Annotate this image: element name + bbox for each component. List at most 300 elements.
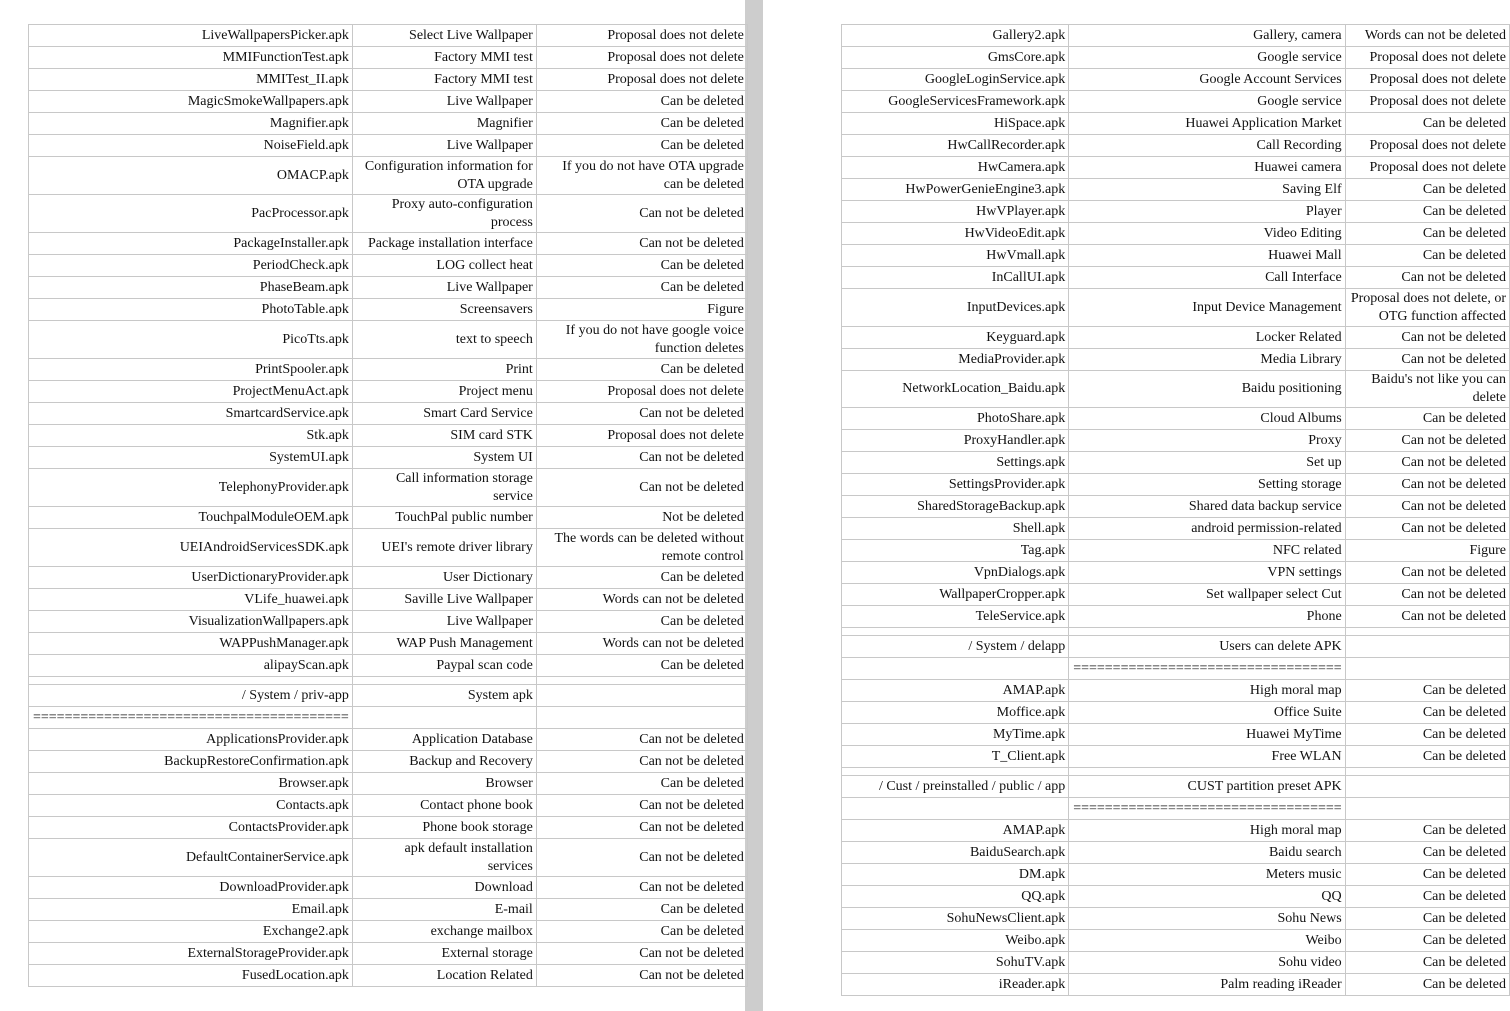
table-row [29, 403, 748, 425]
table-row [29, 157, 748, 195]
apk-table-left-body [29, 25, 748, 987]
apk-name-cell: QQ.apk [842, 886, 1069, 908]
deletion-note-cell: Can not be deleted [1345, 496, 1509, 518]
apk-name-cell: SmartcardService.apk [29, 403, 353, 425]
apk-name-cell: SohuNewsClient.apk [842, 908, 1069, 930]
description-cell: UEI's remote driver library [352, 529, 536, 567]
apk-name-cell: BackupRestoreConfirmation.apk [29, 751, 353, 773]
description-cell: Gallery, camera [1069, 25, 1345, 47]
description-cell: Paypal scan code [352, 655, 536, 677]
apk-name-cell: HwVmall.apk [842, 245, 1069, 267]
deletion-note-cell: Can be deleted [1345, 408, 1509, 430]
apk-name-cell: InCallUI.apk [842, 267, 1069, 289]
deletion-note-cell: Can not be deleted [1345, 349, 1509, 371]
table-row [29, 233, 748, 255]
table-row [842, 223, 1510, 245]
description-cell: Magnifier [352, 113, 536, 135]
apk-name-cell: ExternalStorageProvider.apk [29, 943, 353, 965]
separator-row [29, 707, 748, 729]
deletion-note-cell: Baidu's not like you can delete [1345, 371, 1509, 408]
table-row [29, 567, 748, 589]
apk-name-cell: Tag.apk [842, 540, 1069, 562]
apk-name-cell: Moffice.apk [842, 702, 1069, 724]
apk-name-cell: iReader.apk [842, 974, 1069, 996]
deletion-note-cell: Can be deleted [536, 899, 747, 921]
table-row [842, 201, 1510, 223]
description-cell: SIM card STK [352, 425, 536, 447]
apk-name-cell: alipayScan.apk [29, 655, 353, 677]
deletion-note-cell: Proposal does not delete [1345, 91, 1509, 113]
deletion-note-cell [1345, 776, 1509, 798]
deletion-note-cell: Can be deleted [1345, 930, 1509, 952]
apk-name-cell: HiSpace.apk [842, 113, 1069, 135]
description-cell: Backup and Recovery [352, 751, 536, 773]
apk-name-cell: / System / priv-app [29, 685, 353, 707]
spacer-row [29, 677, 748, 685]
table-row [842, 157, 1510, 179]
table-row [29, 135, 748, 157]
apk-table-right-body [842, 25, 1510, 996]
table-row [842, 47, 1510, 69]
apk-name-cell: DefaultContainerService.apk [29, 839, 353, 877]
table-row [29, 655, 748, 677]
apk-name-cell: ApplicationsProvider.apk [29, 729, 353, 751]
apk-name-cell: Settings.apk [842, 452, 1069, 474]
deletion-note-cell: Proposal does not delete [536, 25, 747, 47]
table-row [29, 899, 748, 921]
deletion-note-cell: Can be deleted [1345, 245, 1509, 267]
deletion-note-cell [1345, 798, 1509, 820]
description-cell: Google service [1069, 47, 1345, 69]
deletion-note-cell: Can not be deleted [1345, 267, 1509, 289]
apk-name-cell: MediaProvider.apk [842, 349, 1069, 371]
deletion-note-cell: Can be deleted [1345, 179, 1509, 201]
deletion-note-cell: Words can not be deleted [536, 633, 747, 655]
description-cell: Application Database [352, 729, 536, 751]
deletion-note-cell: Can be deleted [536, 773, 747, 795]
apk-name-cell: MMITest_II.apk [29, 69, 353, 91]
deletion-note-cell: Can not be deleted [536, 233, 747, 255]
table-row [29, 839, 748, 877]
table-row [29, 633, 748, 655]
table-row [29, 277, 748, 299]
apk-name-cell: ======================================== [29, 707, 353, 729]
separator-row [842, 658, 1510, 680]
description-cell: Video Editing [1069, 223, 1345, 245]
description-cell: Baidu search [1069, 842, 1345, 864]
description-cell: Download [352, 877, 536, 899]
description-cell: Huawei MyTime [1069, 724, 1345, 746]
apk-name-cell: Keyguard.apk [842, 327, 1069, 349]
apk-name-cell: GoogleServicesFramework.apk [842, 91, 1069, 113]
apk-name-cell: MagicSmokeWallpapers.apk [29, 91, 353, 113]
table-row [29, 611, 748, 633]
apk-name-cell: BaiduSearch.apk [842, 842, 1069, 864]
apk-name-cell: FusedLocation.apk [29, 965, 353, 987]
description-cell: Package installation interface [352, 233, 536, 255]
description-cell: Shared data backup service [1069, 496, 1345, 518]
table-row [842, 724, 1510, 746]
description-cell: Contact phone book [352, 795, 536, 817]
apk-name-cell: Browser.apk [29, 773, 353, 795]
table-row [842, 25, 1510, 47]
description-cell: Phone [1069, 606, 1345, 628]
description-cell [352, 707, 536, 729]
deletion-note-cell: Can not be deleted [536, 195, 747, 233]
apk-name-cell: SohuTV.apk [842, 952, 1069, 974]
apk-name-cell: HwCamera.apk [842, 157, 1069, 179]
deletion-note-cell: Words can not be deleted [1345, 25, 1509, 47]
description-cell: Meters music [1069, 864, 1345, 886]
apk-name-cell: TelephonyProvider.apk [29, 469, 353, 507]
separator-row [842, 798, 1510, 820]
spacer-cell [1345, 768, 1509, 776]
description-cell: Location Related [352, 965, 536, 987]
description-cell: Proxy [1069, 430, 1345, 452]
table-row [29, 773, 748, 795]
table-row [29, 321, 748, 359]
apk-name-cell: PhotoShare.apk [842, 408, 1069, 430]
apk-name-cell: / Cust / preinstalled / public / app [842, 776, 1069, 798]
table-row [29, 91, 748, 113]
apk-name-cell: PicoTts.apk [29, 321, 353, 359]
apk-name-cell: VLife_huawei.apk [29, 589, 353, 611]
table-row [842, 474, 1510, 496]
table-row [29, 589, 748, 611]
apk-name-cell: PeriodCheck.apk [29, 255, 353, 277]
description-cell: Saving Elf [1069, 179, 1345, 201]
description-cell: Huawei camera [1069, 157, 1345, 179]
deletion-note-cell: Proposal does not delete [536, 381, 747, 403]
description-cell: Google service [1069, 91, 1345, 113]
description-cell: WAP Push Management [352, 633, 536, 655]
deletion-note-cell: Can not be deleted [536, 817, 747, 839]
document-page-left [28, 24, 748, 987]
deletion-note-cell: Can be deleted [536, 611, 747, 633]
deletion-note-cell: Can be deleted [1345, 724, 1509, 746]
table-row [842, 91, 1510, 113]
description-cell: Player [1069, 201, 1345, 223]
apk-name-cell: SystemUI.apk [29, 447, 353, 469]
description-cell: NFC related [1069, 540, 1345, 562]
apk-name-cell: UEIAndroidServicesSDK.apk [29, 529, 353, 567]
description-cell: Setting storage [1069, 474, 1345, 496]
spacer-cell [842, 628, 1069, 636]
description-cell: VPN settings [1069, 562, 1345, 584]
description-cell: Select Live Wallpaper [352, 25, 536, 47]
description-cell: Configuration information for OTA upgrade [352, 157, 536, 195]
apk-table-left [28, 24, 748, 987]
deletion-note-cell: Can be deleted [1345, 952, 1509, 974]
apk-name-cell: Magnifier.apk [29, 113, 353, 135]
apk-name-cell: HwCallRecorder.apk [842, 135, 1069, 157]
apk-name-cell: LiveWallpapersPicker.apk [29, 25, 353, 47]
description-cell: Sohu News [1069, 908, 1345, 930]
apk-name-cell: Email.apk [29, 899, 353, 921]
table-row [842, 135, 1510, 157]
table-row [29, 965, 748, 987]
description-cell: Huawei Mall [1069, 245, 1345, 267]
description-cell: System UI [352, 447, 536, 469]
apk-name-cell: T_Client.apk [842, 746, 1069, 768]
deletion-note-cell: Figure [536, 299, 747, 321]
deletion-note-cell: If you do not have google voice function deletes [536, 321, 747, 359]
description-cell: Live Wallpaper [352, 611, 536, 633]
apk-name-cell: HwPowerGenieEngine3.apk [842, 179, 1069, 201]
spacer-cell [1069, 768, 1345, 776]
apk-name-cell: VpnDialogs.apk [842, 562, 1069, 584]
apk-name-cell: PhotoTable.apk [29, 299, 353, 321]
deletion-note-cell [1345, 658, 1509, 680]
table-row [29, 751, 748, 773]
apk-name-cell: PrintSpooler.apk [29, 359, 353, 381]
description-cell: Palm reading iReader [1069, 974, 1345, 996]
description-cell: Call information storage service [352, 469, 536, 507]
deletion-note-cell: Can not be deleted [1345, 562, 1509, 584]
apk-name-cell: DownloadProvider.apk [29, 877, 353, 899]
description-cell: Input Device Management [1069, 289, 1345, 327]
table-row [842, 540, 1510, 562]
table-row [842, 636, 1510, 658]
deletion-note-cell: If you do not have OTA upgrade can be deleted [536, 157, 747, 195]
deletion-note-cell [1345, 636, 1509, 658]
description-cell: exchange mailbox [352, 921, 536, 943]
apk-name-cell: DM.apk [842, 864, 1069, 886]
table-row [29, 425, 748, 447]
description-cell: Project menu [352, 381, 536, 403]
description-cell: Cloud Albums [1069, 408, 1345, 430]
description-cell: High moral map [1069, 820, 1345, 842]
deletion-note-cell: Can be deleted [536, 113, 747, 135]
table-row [842, 776, 1510, 798]
table-row [29, 381, 748, 403]
apk-name-cell: UserDictionaryProvider.apk [29, 567, 353, 589]
deletion-note-cell: Can be deleted [1345, 864, 1509, 886]
apk-name-cell: Gallery2.apk [842, 25, 1069, 47]
apk-name-cell: Weibo.apk [842, 930, 1069, 952]
table-row [29, 729, 748, 751]
deletion-note-cell: Can not be deleted [1345, 584, 1509, 606]
apk-name-cell: NoiseField.apk [29, 135, 353, 157]
description-cell: CUST partition preset APK [1069, 776, 1345, 798]
deletion-note-cell: Can be deleted [536, 921, 747, 943]
apk-name-cell: AMAP.apk [842, 680, 1069, 702]
deletion-note-cell: Can be deleted [1345, 201, 1509, 223]
spacer-cell [1345, 628, 1509, 636]
apk-name-cell: PackageInstaller.apk [29, 233, 353, 255]
table-row [842, 820, 1510, 842]
table-row [842, 430, 1510, 452]
table-row [29, 47, 748, 69]
deletion-note-cell: Can be deleted [1345, 702, 1509, 724]
table-row [842, 245, 1510, 267]
description-cell: Live Wallpaper [352, 135, 536, 157]
table-row [842, 496, 1510, 518]
apk-name-cell: ProjectMenuAct.apk [29, 381, 353, 403]
deletion-note-cell: Can not be deleted [536, 839, 747, 877]
table-row [842, 113, 1510, 135]
spacer-cell [842, 768, 1069, 776]
table-row [842, 702, 1510, 724]
deletion-note-cell: Can be deleted [536, 135, 747, 157]
table-row [29, 685, 748, 707]
table-row [842, 518, 1510, 540]
apk-name-cell: Contacts.apk [29, 795, 353, 817]
deletion-note-cell: The words can be deleted without remote control [536, 529, 747, 567]
description-cell: Browser [352, 773, 536, 795]
description-cell: Phone book storage [352, 817, 536, 839]
apk-name-cell: WAPPushManager.apk [29, 633, 353, 655]
table-row [29, 921, 748, 943]
description-cell: QQ [1069, 886, 1345, 908]
deletion-note-cell: Proposal does not delete [536, 425, 747, 447]
apk-name-cell: GmsCore.apk [842, 47, 1069, 69]
deletion-note-cell: Proposal does not delete [1345, 47, 1509, 69]
deletion-note-cell: Can be deleted [1345, 113, 1509, 135]
deletion-note-cell: Proposal does not delete [536, 47, 747, 69]
description-cell: Weibo [1069, 930, 1345, 952]
deletion-note-cell: Not be deleted [536, 507, 747, 529]
table-row [842, 952, 1510, 974]
table-row [29, 507, 748, 529]
deletion-note-cell: Can be deleted [1345, 746, 1509, 768]
spacer-row [842, 628, 1510, 636]
table-row [842, 930, 1510, 952]
deletion-note-cell [536, 707, 747, 729]
apk-name-cell: HwVideoEdit.apk [842, 223, 1069, 245]
table-row [842, 746, 1510, 768]
table-row [842, 680, 1510, 702]
table-row [842, 584, 1510, 606]
description-cell: Users can delete APK [1069, 636, 1345, 658]
table-row [842, 842, 1510, 864]
description-cell: Factory MMI test [352, 69, 536, 91]
table-row [842, 908, 1510, 930]
deletion-note-cell: Can be deleted [1345, 680, 1509, 702]
deletion-note-cell: Can not be deleted [1345, 474, 1509, 496]
deletion-note-cell: Can not be deleted [536, 877, 747, 899]
description-cell: Screensavers [352, 299, 536, 321]
description-cell: Baidu positioning [1069, 371, 1345, 408]
deletion-note-cell: Can not be deleted [536, 795, 747, 817]
description-cell: User Dictionary [352, 567, 536, 589]
deletion-note-cell [536, 685, 747, 707]
deletion-note-cell: Can be deleted [536, 567, 747, 589]
description-cell: text to speech [352, 321, 536, 359]
table-row [842, 562, 1510, 584]
description-cell: ================================== [1069, 658, 1345, 680]
deletion-note-cell: Proposal does not delete, or OTG function affected [1345, 289, 1509, 327]
deletion-note-cell: Can be deleted [1345, 820, 1509, 842]
table-row [842, 289, 1510, 327]
apk-name-cell: HwVPlayer.apk [842, 201, 1069, 223]
description-cell: E-mail [352, 899, 536, 921]
table-row [842, 327, 1510, 349]
deletion-note-cell: Proposal does not delete [1345, 157, 1509, 179]
deletion-note-cell: Can not be deleted [1345, 452, 1509, 474]
deletion-note-cell: Can be deleted [1345, 974, 1509, 996]
table-row [29, 795, 748, 817]
deletion-note-cell: Proposal does not delete [1345, 135, 1509, 157]
deletion-note-cell: Can not be deleted [536, 751, 747, 773]
deletion-note-cell: Can not be deleted [536, 469, 747, 507]
apk-name-cell: Stk.apk [29, 425, 353, 447]
deletion-note-cell: Can be deleted [1345, 223, 1509, 245]
deletion-note-cell: Can not be deleted [1345, 327, 1509, 349]
description-cell: ================================== [1069, 798, 1345, 820]
apk-name-cell: Shell.apk [842, 518, 1069, 540]
table-row [842, 267, 1510, 289]
description-cell: Huawei Application Market [1069, 113, 1345, 135]
table-row [842, 408, 1510, 430]
description-cell: Media Library [1069, 349, 1345, 371]
spacer-cell [1069, 628, 1345, 636]
deletion-note-cell: Can not be deleted [1345, 430, 1509, 452]
deletion-note-cell: Can be deleted [536, 277, 747, 299]
table-row [29, 529, 748, 567]
description-cell: Smart Card Service [352, 403, 536, 425]
apk-name-cell: AMAP.apk [842, 820, 1069, 842]
table-row [29, 877, 748, 899]
table-row [29, 69, 748, 91]
table-row [842, 886, 1510, 908]
table-row [842, 974, 1510, 996]
table-row [842, 69, 1510, 91]
document-page-right [841, 24, 1510, 996]
apk-name-cell: TeleService.apk [842, 606, 1069, 628]
apk-name-cell: PacProcessor.apk [29, 195, 353, 233]
apk-name-cell: SettingsProvider.apk [842, 474, 1069, 496]
description-cell: Print [352, 359, 536, 381]
table-row [29, 359, 748, 381]
apk-name-cell: WallpaperCropper.apk [842, 584, 1069, 606]
description-cell: Live Wallpaper [352, 91, 536, 113]
apk-name-cell: ContactsProvider.apk [29, 817, 353, 839]
table-row [842, 179, 1510, 201]
description-cell: Free WLAN [1069, 746, 1345, 768]
table-row [842, 864, 1510, 886]
description-cell: Live Wallpaper [352, 277, 536, 299]
description-cell: System apk [352, 685, 536, 707]
apk-name-cell: SharedStorageBackup.apk [842, 496, 1069, 518]
deletion-note-cell: Figure [1345, 540, 1509, 562]
description-cell: Set wallpaper select Cut [1069, 584, 1345, 606]
apk-name-cell: PhaseBeam.apk [29, 277, 353, 299]
description-cell: Office Suite [1069, 702, 1345, 724]
table-row [29, 255, 748, 277]
apk-name-cell: MyTime.apk [842, 724, 1069, 746]
spacer-cell [352, 677, 536, 685]
description-cell: Set up [1069, 452, 1345, 474]
deletion-note-cell: Can not be deleted [1345, 518, 1509, 540]
apk-name-cell: TouchpalModuleOEM.apk [29, 507, 353, 529]
deletion-note-cell: Can be deleted [536, 655, 747, 677]
deletion-note-cell: Proposal does not delete [1345, 69, 1509, 91]
deletion-note-cell: Can be deleted [1345, 842, 1509, 864]
table-row [842, 349, 1510, 371]
apk-name-cell: GoogleLoginService.apk [842, 69, 1069, 91]
deletion-note-cell: Can not be deleted [1345, 606, 1509, 628]
table-row [842, 452, 1510, 474]
apk-name-cell: VisualizationWallpapers.apk [29, 611, 353, 633]
deletion-note-cell: Can be deleted [1345, 886, 1509, 908]
description-cell: Call Recording [1069, 135, 1345, 157]
table-row [29, 113, 748, 135]
deletion-note-cell: Can not be deleted [536, 447, 747, 469]
description-cell: Saville Live Wallpaper [352, 589, 536, 611]
spacer-cell [29, 677, 353, 685]
description-cell: Call Interface [1069, 267, 1345, 289]
